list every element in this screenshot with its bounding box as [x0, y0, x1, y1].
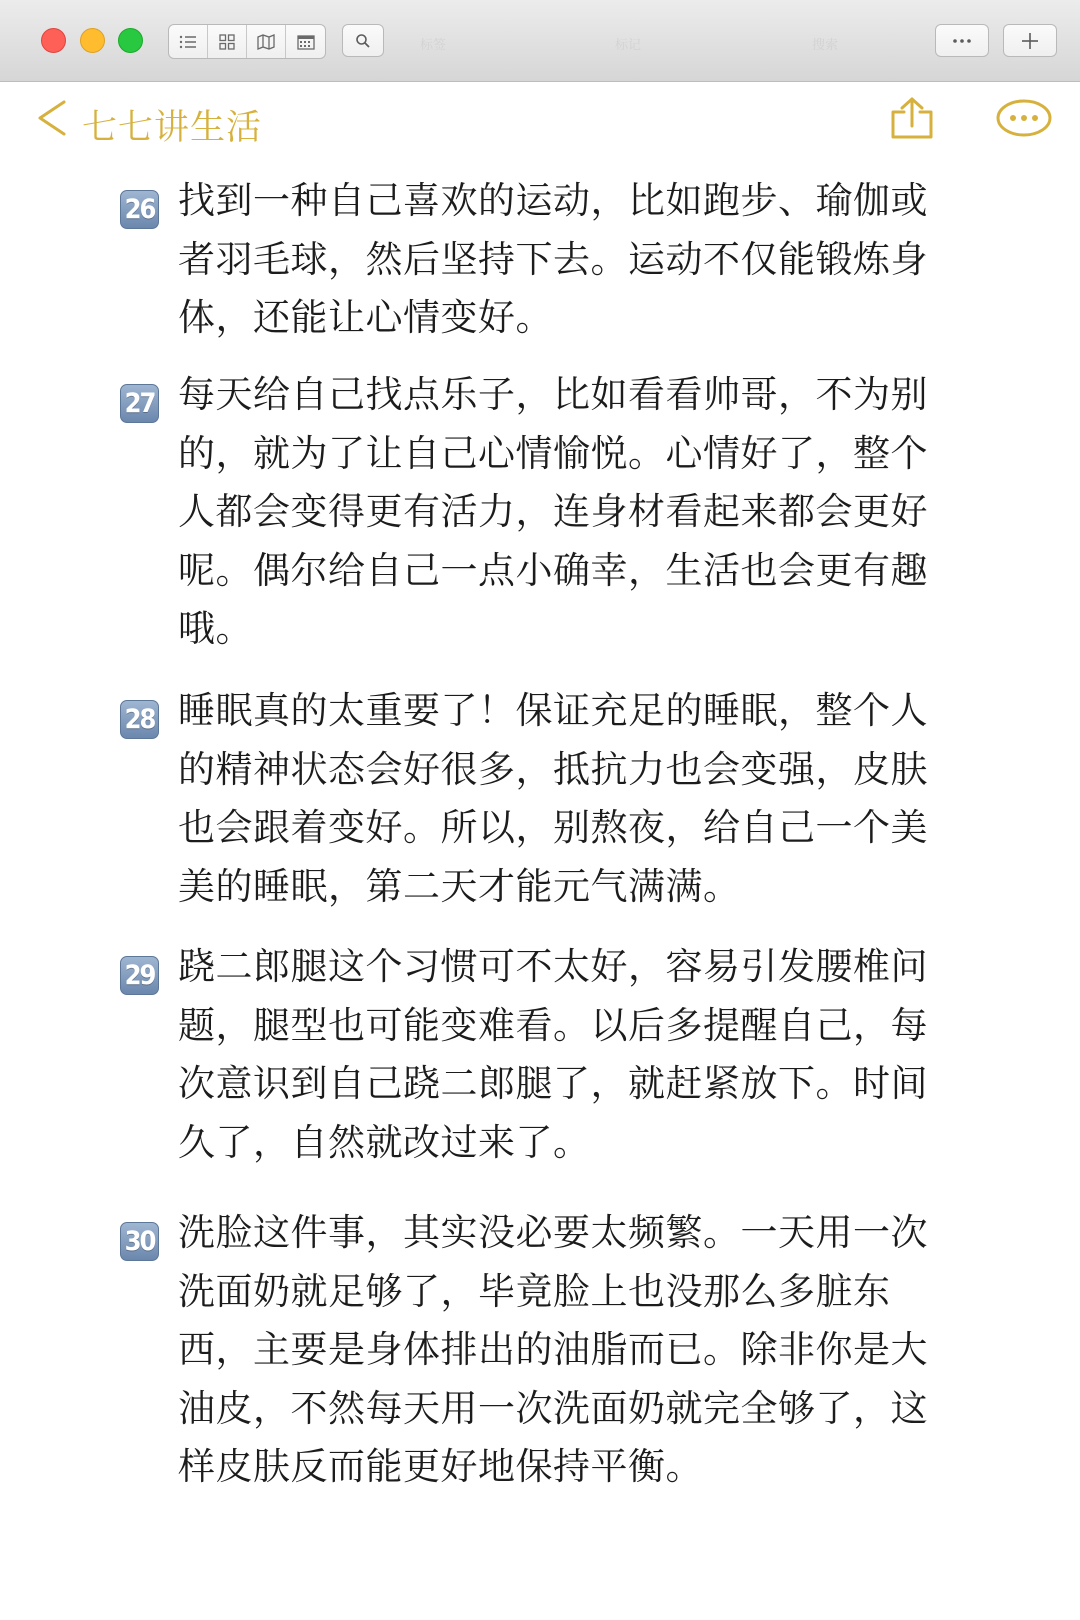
toolbar-faint-label: 搜索: [812, 38, 839, 53]
map-view-icon[interactable]: [247, 25, 286, 58]
number-badge-icon: 29: [120, 956, 159, 995]
more-circle-icon[interactable]: [996, 98, 1052, 138]
close-window-button[interactable]: [41, 28, 66, 53]
number-badge-icon: 26: [120, 190, 159, 229]
list-item-text: 每天给自己找点乐子，比如看看帅哥，不为别的，就为了让自己心情愉悦。心情好了，整个人都会变得更有活力，连身材看起来都会更好呢。偶尔给自己一点小确幸，生活也会更有趣哦。: [178, 373, 928, 650]
search-button[interactable]: [342, 24, 384, 57]
list-item-text: 洗脸这件事，其实没必要太频繁。一天用一次洗面奶就足够了，毕竟脸上也没那么多脏东西，主要是身体排出的油脂而已。除非你是大油皮，不然每天用一次洗面奶就完全够了，这样皮肤反而能更好地保持平衡。: [178, 1211, 928, 1488]
plus-icon: [1021, 32, 1039, 50]
number-badge-icon: 27: [120, 384, 159, 423]
share-icon[interactable]: [889, 96, 935, 140]
more-options-button[interactable]: [935, 24, 989, 57]
toolbar-faint-label: 标签: [420, 38, 447, 53]
back-button-label[interactable]: 七七讲生活: [82, 108, 263, 148]
number-badge-icon: 30: [120, 1222, 159, 1261]
number-badge-icon: 28: [120, 700, 159, 739]
list-item-text: 找到一种自己喜欢的运动，比如跑步、瑜伽或者羽毛球，然后坚持下去。运动不仅能锻炼身体，还能让心情变好。: [178, 179, 928, 339]
chevron-left-icon[interactable]: [34, 98, 68, 138]
list-item-text: 睡眠真的太重要了！保证充足的睡眠，整个人的精神状态会好很多，抵抗力也会变强，皮肤也会跟着变好。所以，别熬夜，给自己一个美美的睡眠，第二天才能元气满满。: [178, 689, 928, 908]
ellipsis-icon: [952, 38, 972, 44]
list-item-text: 跷二郎腿这个习惯可不太好，容易引发腰椎问题，腿型也可能变难看。以后多提醒自己，每次意识到自己跷二郎腿了，就赶紧放下。时间久了，自然就改过来了。: [178, 945, 928, 1164]
view-mode-segmented-control: [168, 24, 326, 59]
calendar-view-icon[interactable]: [286, 25, 325, 58]
toolbar-faint-label: 标记: [615, 38, 642, 53]
minimize-window-button[interactable]: [80, 28, 105, 53]
zoom-window-button[interactable]: [118, 28, 143, 53]
grid-view-icon[interactable]: [208, 25, 247, 58]
note-navigation-bar: [0, 82, 1080, 164]
new-note-button[interactable]: [1003, 24, 1057, 57]
list-view-icon[interactable]: [169, 25, 208, 58]
search-icon: [355, 33, 371, 49]
window-toolbar: [0, 0, 1080, 82]
